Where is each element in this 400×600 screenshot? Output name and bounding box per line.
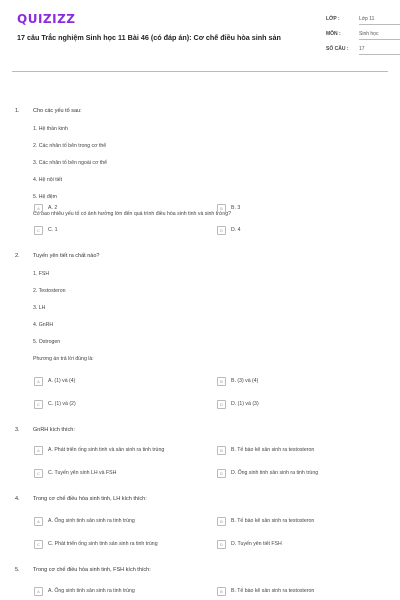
question-text: Trong cơ chế điều hòa sinh tinh, FSH kích thích: (33, 567, 151, 573)
option-text: B. Tế bào kẽ sản sinh ra testosteron (231, 447, 315, 453)
option-letter-box: C (34, 400, 43, 409)
option-letter-box: A (34, 517, 43, 526)
option-letter-box: B (217, 517, 226, 526)
option-text: A. Ống sinh tinh sản sinh ra tinh trùng (48, 588, 135, 594)
option-text: C. Tuyến yên sinh LH và FSH (48, 470, 117, 476)
option-letter-box: A (34, 204, 43, 213)
header-divider (12, 71, 388, 72)
question-number: 1. (15, 108, 20, 114)
option-letter-box: A (34, 377, 43, 386)
meta-count-underline (359, 54, 400, 55)
meta-subject-underline (359, 39, 400, 40)
option-text: A. Phát triển ống sinh tinh và sản sinh ra tinh trùng (48, 447, 165, 453)
option-letter-box: C (34, 469, 43, 478)
question-line: Phương án trả lời đúng là: (33, 356, 94, 362)
option-text: B. (3) và (4) (231, 378, 259, 384)
option-text: A. 2 (48, 205, 58, 211)
option-letter-box: A (34, 446, 43, 455)
option-text: A. Ống sinh tinh sản sinh ra tinh trùng (48, 518, 135, 524)
question-text: Tuyến yên tiết ra chất nào? (33, 253, 100, 259)
question-number: 2. (15, 253, 20, 259)
meta-count-value: 17 (359, 46, 365, 52)
option-text: A. (1) và (4) (48, 378, 76, 384)
question-line: 2. Các nhân tố bên trong cơ thể (33, 143, 107, 149)
option-text: C. Phát triển ống sinh tinh sản sinh ra tinh trùng (48, 541, 158, 547)
question-line: 3. Các nhân tố bên ngoài cơ thể (33, 160, 108, 166)
option-letter-box: B (217, 587, 226, 596)
option-letter-box: A (34, 587, 43, 596)
option-letter-box: D (217, 400, 226, 409)
question-number: 5. (15, 567, 20, 573)
option-letter-box: B (217, 204, 226, 213)
question-line: 1. Hệ thần kinh (33, 126, 68, 132)
option-letter-box: B (217, 446, 226, 455)
question-text: Trong cơ chế điều hòa sinh tinh, LH kích thích: (33, 496, 147, 502)
question-number: 3. (15, 427, 20, 433)
option-letter-box: C (34, 540, 43, 549)
question-line: 2. Testosteron (33, 288, 66, 294)
option-letter-box: D (217, 469, 226, 478)
meta-grade-label: LỚP : (326, 16, 340, 22)
question-line: Có bao nhiêu yếu tố có ảnh hưởng lớn đến quá trình điều hòa sinh tinh và sinh trứng? (33, 211, 232, 217)
option-text: D. Ống sinh tinh sản sinh ra tinh trùng (231, 470, 319, 476)
question-line: 1. FSH (33, 271, 50, 277)
meta-grade-underline (359, 24, 400, 25)
option-text: B. Tế bào kẽ sản sinh ra testosteron (231, 518, 315, 524)
question-line: 5. Hệ đệm (33, 194, 57, 200)
option-text: D. Tuyến yên tiết FSH (231, 541, 282, 547)
option-letter-box: D (217, 226, 226, 235)
question-line: 3. LH (33, 305, 46, 311)
question-text: Cho các yếu tố sau: (33, 108, 82, 114)
meta-grade-value: Lớp 11 (359, 16, 375, 22)
worksheet-title: 17 câu Trắc nghiệm Sinh học 11 Bài 46 (có đáp án): Cơ chế điều hòa sinh sản (17, 33, 281, 42)
option-text: D. 4 (231, 227, 241, 233)
option-letter-box: B (217, 377, 226, 386)
question-line: 5. Ostrogen (33, 339, 61, 345)
option-letter-box: C (34, 226, 43, 235)
option-text: B. 3 (231, 205, 241, 211)
option-text: C. 1 (48, 227, 58, 233)
meta-subject-value: Sinh học (359, 31, 379, 37)
option-text: D. (1) và (3) (231, 401, 259, 407)
question-line: 4. Hệ nội tiết (33, 177, 63, 183)
option-letter-box: D (217, 540, 226, 549)
option-text: C. (1) và (2) (48, 401, 76, 407)
question-number: 4. (15, 496, 20, 502)
question-text: GnRH kích thích: (33, 427, 75, 433)
quizizz-logo: QUIZIZZ (17, 12, 76, 26)
question-line: 4. GnRH (33, 322, 54, 328)
worksheet-header (0, 0, 400, 70)
meta-count-label: SỐ CÂU : (326, 46, 349, 52)
option-text: B. Tế bào kẽ sản sinh ra testosteron (231, 588, 315, 594)
meta-subject-label: MÔN : (326, 31, 341, 37)
